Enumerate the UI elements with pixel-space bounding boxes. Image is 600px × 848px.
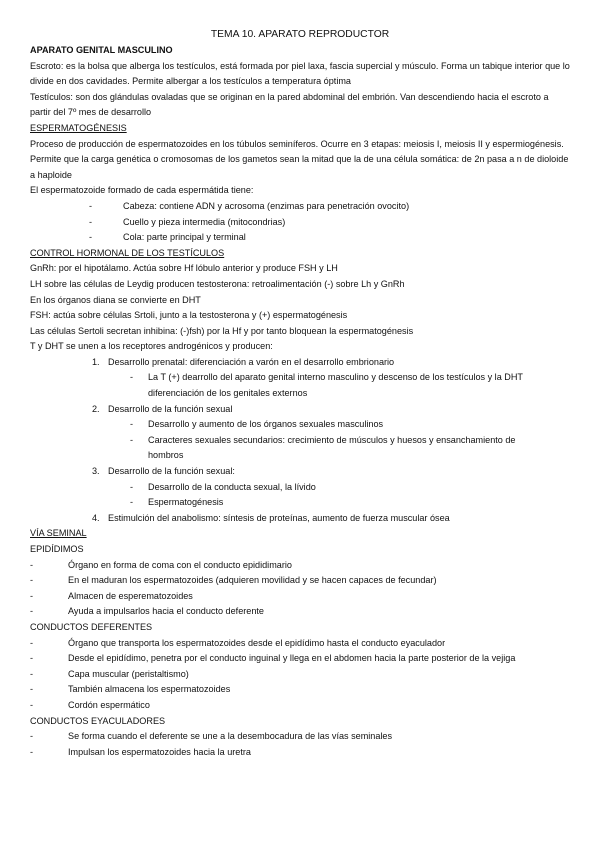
sub-item: - La T (+) dearrollo del aparato genital interno masculino y descenso de los testículos y la DHT diferenciación de los genitales externos xyxy=(130,370,552,401)
sub-item: - Desarrollo y aumento de los órganos sexuales masculinos xyxy=(130,417,552,433)
control-line: T y DHT se unen a los receptores androgénicos y producen: xyxy=(30,341,273,352)
list-item: - Órgano que transporta los espermatozoides desde el epidídimo hasta el conducto eyaculador xyxy=(30,636,570,652)
list-item: - Órgano en forma de coma con el conducto epididimario xyxy=(30,558,570,574)
list-item: - Desde el epidídimo, penetra por el conducto inguinal y llega en el abdomen hacia la parte posterior de la vejiga xyxy=(30,651,570,667)
masculino-heading: APARATO GENITAL MASCULINO xyxy=(30,45,173,55)
espermatogenesis-paragraph: Proceso de producción de espermatozoides en los túbulos seminíferos. Ocurre en 3 etapas: meiosis I, meiosis II y espermiogénesis. Permite que la carga genética o cromosomas de los gametos sean la mitad que la de una célula somática: de 2n pasa a n de dioloide a haploide xyxy=(30,138,569,180)
sub-item: - Desarrollo de la conducta sexual, la lívido xyxy=(130,480,552,496)
control-heading: CONTROL HORMONAL DE LOS TESTÍCULOS xyxy=(30,247,225,258)
control-line: FSH: actúa sobre células Srtoli, junto a la testosterona y (+) espermatogénesis xyxy=(30,310,348,321)
list-item: - En el maduran los espermatozoides (adquieren movilidad y se hacen capaces de fecundar) xyxy=(30,573,570,589)
effects-numbered-list xyxy=(92,355,600,527)
control-line: LH sobre las células de Leydig producen testosterona: retroalimentación (-) sobre Lh y GnRh xyxy=(30,278,405,289)
espermatozoide-parts-list xyxy=(89,199,600,246)
list-item: - Se forma cuando el deferente se une a la desembocadura de las vías seminales xyxy=(30,729,570,745)
eyaculadores-heading: CONDUCTOS EYACULADORES xyxy=(30,715,166,726)
list-item: - Impulsan los espermatozoides hacia la uretra xyxy=(30,745,570,761)
epididimos-heading: EPIDÍDIMOS xyxy=(30,544,84,554)
numbered-item xyxy=(92,402,570,464)
deferentes-list xyxy=(30,636,600,714)
list-item: - Cola: parte principal y terminal xyxy=(89,230,570,246)
eyaculadores-list xyxy=(30,729,600,760)
item-text: Desarrollo prenatal: diferenciación a varón en el desarrollo embrionario xyxy=(108,356,395,367)
list-item: - Almacen de esperematozoides xyxy=(30,589,570,605)
sub-list xyxy=(130,370,570,401)
list-item: - Cordón espermático xyxy=(30,698,570,714)
list-item: - Cuello y pieza intermedia (mitocondrias) xyxy=(89,215,570,231)
item-number: 1. xyxy=(92,356,100,367)
numbered-item xyxy=(92,355,570,402)
list-item: - También almacena los espermatozoides xyxy=(30,682,570,698)
testiculos-paragraph: Testículos: son dos glándulas ovaladas que se originan en la pared abdominal del embrión. Van descendiendo hacia el escroto a partir del 7º mes de desarrollo xyxy=(30,91,549,118)
via-seminal-heading: VÍA SEMINAL xyxy=(30,528,87,539)
list-item: - Capa muscular (peristaltismo) xyxy=(30,667,570,683)
sub-list xyxy=(130,480,570,511)
item-number: 3. xyxy=(92,466,100,477)
control-line: Las células Sertoli secretan inhibina: (-)fsh) por la Hf y por tanto bloquean la espermatogénesis xyxy=(30,325,414,336)
deferentes-heading: CONDUCTOS DEFERENTES xyxy=(30,621,153,632)
sub-item: - Caracteres sexuales secundarios: crecimiento de músculos y huesos y ensanchamiento de hombros xyxy=(130,433,552,464)
sub-list xyxy=(130,417,570,464)
page-title: TEMA 10. APARATO REPRODUCTOR xyxy=(210,29,390,40)
epididimos-list xyxy=(30,558,600,620)
espermatozoide-intro: El espermatozoide formado de cada espermátida tiene: xyxy=(30,185,254,196)
item-text: Desarrollo de la función sexual: xyxy=(108,466,235,477)
control-line: GnRh: por el hipotálamo. Actúa sobre Hf lóbulo anterior y produce FSH y LH xyxy=(30,263,338,274)
numbered-item xyxy=(92,511,570,527)
item-text: Desarrollo de la función sexual xyxy=(108,403,233,414)
item-number: 2. xyxy=(92,403,100,414)
espermatogenesis-heading: ESPERMATOGÉNESIS xyxy=(30,122,127,133)
item-number: 4. xyxy=(92,512,100,523)
numbered-item xyxy=(92,464,570,511)
control-line: En los órganos diana se convierte en DHT xyxy=(30,294,201,305)
item-text: Estimulción del anabolismo: síntesis de proteínas, aumento de fuerza muscular ósea xyxy=(108,512,450,523)
sub-item: - Espermatogénesis xyxy=(130,495,552,511)
list-item: - Cabeza: contiene ADN y acrosoma (enzimas para penetración ovocito) xyxy=(89,199,570,215)
list-item: - Ayuda a impulsarlos hacia el conducto deferente xyxy=(30,604,570,620)
escroto-paragraph: Escroto: es la bolsa que alberga los testículos, está formada por piel laxa, fascia supercial y músculo. Forma un tabique interior que lo divide en dos cavidades. Permite albergar a los testículos a temperatura óptima xyxy=(30,60,570,87)
